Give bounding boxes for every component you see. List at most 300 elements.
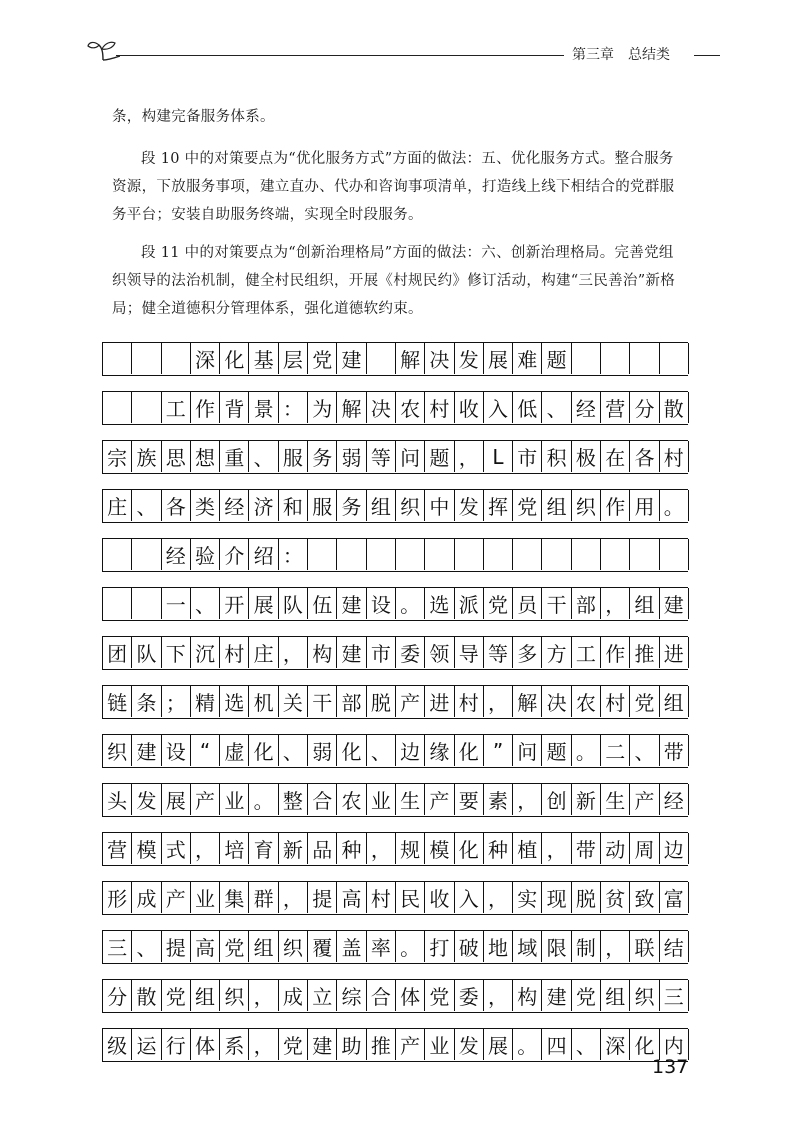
grid-cell: 织 (103, 735, 132, 766)
grid-cell: 形 (103, 882, 132, 913)
grid-cell: 问 (513, 735, 542, 766)
grid-cell: 和 (279, 490, 308, 521)
grid-cell: ” (484, 735, 513, 766)
grid-cell: 建 (337, 343, 366, 374)
grid-cell (484, 539, 513, 570)
grid-cell (572, 343, 601, 374)
grid-cell: 产 (425, 784, 454, 815)
grid-cell: 、 (132, 931, 161, 962)
grid-row (102, 342, 688, 376)
grid-cell: 、 (132, 490, 161, 521)
grid-cell: 重 (220, 441, 249, 472)
grid-cell: 动 (601, 833, 630, 864)
paragraph: 条，构建完备服务体系。 (112, 109, 275, 125)
grid-cell: 产 (162, 882, 191, 913)
grid-cell: 内 (660, 1029, 689, 1060)
grid-cell: 村 (425, 392, 454, 423)
grid-cell: 打 (425, 931, 454, 962)
grid-cell: 贫 (601, 882, 630, 913)
grid-cell (337, 539, 366, 570)
grid-cell (103, 343, 132, 374)
grid-cell: 导 (455, 637, 484, 668)
grid-cell: 生 (396, 784, 425, 815)
grid-cell: 体 (191, 1029, 220, 1060)
grid-cell: 新 (279, 833, 308, 864)
grid-cell: 。 (660, 490, 689, 521)
grid-cell: 头 (103, 784, 132, 815)
grid-cell: 带 (572, 833, 601, 864)
grid-cell: 展 (484, 1029, 513, 1060)
grid-cell: 致 (630, 882, 659, 913)
grid-cell: 集 (220, 882, 249, 913)
grid-cell: ， (542, 833, 571, 864)
grid-cell: 题 (542, 343, 571, 374)
paragraph: 段 10 中的对策要点为“优化服务方式”方面的做法：五、优化服务方式。整合服务资源，下放服务事项，建立直办、代办和咨询事项清单，打造线上线下相结合的党群服务平台；安装自助服务终端，实现全时段服务。 (112, 151, 675, 223)
grid-cell: 、 (279, 735, 308, 766)
grid-cell: 织 (220, 980, 249, 1011)
grid-cell: 等 (367, 441, 396, 472)
grid-cell: 干 (542, 588, 571, 619)
grid-cell (103, 392, 132, 423)
grid-cell: 行 (162, 1029, 191, 1060)
grid-cell: 域 (513, 931, 542, 962)
grid-cell: 业 (220, 784, 249, 815)
grid-cell: 化 (455, 833, 484, 864)
grid-cell: 村 (455, 686, 484, 717)
grid-cell: 农 (396, 392, 425, 423)
grid-cell: 村 (220, 637, 249, 668)
grid-cell: 脱 (367, 686, 396, 717)
grid-cell: 发 (455, 490, 484, 521)
grid-cell: 派 (455, 588, 484, 619)
grid-cell: 散 (132, 980, 161, 1011)
grid-cell: ， (601, 931, 630, 962)
grid-cell: 种 (484, 833, 513, 864)
grid-row (102, 587, 688, 621)
grid-cell: ， (367, 833, 396, 864)
grid-cell: 决 (542, 686, 571, 717)
grid-cell: 机 (249, 686, 278, 717)
grid-cell: 边 (660, 833, 689, 864)
grid-cell (103, 588, 132, 619)
grid-cell (660, 539, 689, 570)
grid-cell: 业 (425, 1029, 454, 1060)
grid-cell: 村 (367, 882, 396, 913)
grid-cell: 设 (162, 735, 191, 766)
grid-cell: 制 (572, 931, 601, 962)
grid-cell: 委 (396, 637, 425, 668)
grid-cell: 条 (132, 686, 161, 717)
grid-cell: ， (279, 882, 308, 913)
grid-cell: 介 (220, 539, 249, 570)
grid-cell: ： (279, 539, 308, 570)
header-rule-left (116, 55, 564, 56)
grid-cell: 景 (249, 392, 278, 423)
grid-cell: ， (601, 588, 630, 619)
grid-cell: 业 (367, 784, 396, 815)
grid-cell: 三 (103, 931, 132, 962)
grid-cell: 展 (249, 588, 278, 619)
grid-cell: 验 (191, 539, 220, 570)
grid-cell: 植 (513, 833, 542, 864)
grid-cell: 联 (630, 931, 659, 962)
grid-cell: 党 (220, 931, 249, 962)
grid-cell: 村 (660, 441, 689, 472)
grid-cell: 整 (279, 784, 308, 815)
grid-cell: 挥 (484, 490, 513, 521)
grid-cell: 方 (542, 637, 571, 668)
grid-cell: 基 (249, 343, 278, 374)
grid-cell: 各 (162, 490, 191, 521)
grid-cell (132, 588, 161, 619)
grid-cell: 党 (484, 588, 513, 619)
grid-cell: 解 (337, 392, 366, 423)
grid-cell: 发 (455, 1029, 484, 1060)
grid-cell: ， (191, 833, 220, 864)
grid-cell (572, 539, 601, 570)
grid-cell: 展 (484, 343, 513, 374)
grid-cell: 组 (367, 490, 396, 521)
grid-cell: 建 (337, 588, 366, 619)
grid-cell: 、 (630, 735, 659, 766)
grid-cell: ， (279, 637, 308, 668)
grid-cell: 工 (162, 392, 191, 423)
grid-cell: 系 (220, 1029, 249, 1060)
grid-row (102, 440, 688, 474)
grid-cell (132, 343, 161, 374)
grid-cell: 作 (191, 392, 220, 423)
paragraph: 段 11 中的对策要点为“创新治理格局”方面的做法：六、创新治理格局。完善党组织领导的法治机制，健全村民组织，开展《村规民约》修订活动，构建“三民善治”新格局；健全道德积分管理体系，强化道德软约束。 (112, 245, 676, 317)
grid-cell: 创 (542, 784, 571, 815)
grid-cell: 地 (484, 931, 513, 962)
grid-cell: 边 (396, 735, 425, 766)
grid-cell: 构 (513, 980, 542, 1011)
grid-cell: 想 (191, 441, 220, 472)
grid-cell: 。 (396, 931, 425, 962)
grid-cell: 规 (396, 833, 425, 864)
grid-cell: 运 (132, 1029, 161, 1060)
grid-cell: 覆 (308, 931, 337, 962)
grid-cell: 业 (191, 882, 220, 913)
grid-cell: 成 (132, 882, 161, 913)
grid-cell: 四 (542, 1029, 571, 1060)
grid-cell: 经 (220, 490, 249, 521)
grid-cell: 背 (220, 392, 249, 423)
grid-row (102, 979, 688, 1013)
grid-cell: 为 (308, 392, 337, 423)
grid-row (102, 832, 688, 866)
grid-cell: 生 (601, 784, 630, 815)
grid-cell: 化 (220, 343, 249, 374)
grid-cell: 脱 (572, 882, 601, 913)
grid-cell: 组 (249, 931, 278, 962)
grid-cell: 党 (425, 980, 454, 1011)
grid-cell: 作 (601, 637, 630, 668)
grid-cell: 进 (425, 686, 454, 717)
grid-cell: 体 (396, 980, 425, 1011)
grid-cell (513, 539, 542, 570)
page-number: 137 (652, 1056, 689, 1078)
grid-cell: 解 (396, 343, 425, 374)
grid-cell: 产 (396, 1029, 425, 1060)
grid-row (102, 734, 688, 768)
grid-cell: 党 (513, 490, 542, 521)
grid-cell: 党 (630, 686, 659, 717)
grid-cell (630, 539, 659, 570)
grid-cell: 素 (484, 784, 513, 815)
grid-cell: 、 (572, 1029, 601, 1060)
grid-cell: 收 (455, 392, 484, 423)
grid-row (102, 783, 688, 817)
running-header (80, 38, 720, 68)
grid-cell: 问 (396, 441, 425, 472)
grid-cell: 村 (601, 686, 630, 717)
grid-cell: ， (513, 784, 542, 815)
grid-cell: ： (279, 392, 308, 423)
grid-cell: 实 (513, 882, 542, 913)
grid-cell: ， (249, 1029, 278, 1060)
grid-cell: 织 (279, 931, 308, 962)
grid-cell: 、 (249, 441, 278, 472)
grid-cell: 化 (630, 1029, 659, 1060)
body-text-continuation (112, 103, 688, 131)
grid-cell: 新 (572, 784, 601, 815)
grid-cell: 极 (572, 441, 601, 472)
grid-cell: 带 (660, 735, 689, 766)
grid-cell (132, 392, 161, 423)
grid-cell: 提 (308, 882, 337, 913)
grid-cell: 等 (484, 637, 513, 668)
grid-cell: 民 (396, 882, 425, 913)
grid-cell: 三 (660, 980, 689, 1011)
grid-cell: 、 (191, 588, 220, 619)
grid-cell: 立 (308, 980, 337, 1011)
grid-cell: 精 (191, 686, 220, 717)
grid-cell: 织 (396, 490, 425, 521)
grid-cell: 组 (601, 980, 630, 1011)
grid-cell: 高 (337, 882, 366, 913)
grid-cell: 队 (279, 588, 308, 619)
grid-cell: 市 (367, 637, 396, 668)
grid-cell: 市 (513, 441, 542, 472)
grid-cell: 伍 (308, 588, 337, 619)
grid-cell: 设 (367, 588, 396, 619)
grid-cell: ， (455, 441, 484, 472)
grid-cell: 服 (279, 441, 308, 472)
sprout-icon (86, 38, 120, 62)
grid-cell: 农 (572, 686, 601, 717)
grid-cell (367, 343, 396, 374)
body-text-paragraph-11 (112, 239, 688, 323)
grid-cell: 培 (220, 833, 249, 864)
grid-cell: 经 (572, 392, 601, 423)
grid-cell: 经 (660, 784, 689, 815)
grid-cell: 农 (337, 784, 366, 815)
grid-cell: 散 (660, 392, 689, 423)
grid-cell (601, 539, 630, 570)
grid-cell: 经 (162, 539, 191, 570)
grid-cell: 务 (308, 441, 337, 472)
grid-cell: 庄 (249, 637, 278, 668)
grid-cell: 建 (337, 637, 366, 668)
grid-row (102, 538, 688, 572)
grid-cell: 选 (220, 686, 249, 717)
grid-cell: 综 (337, 980, 366, 1011)
grid-cell: 部 (337, 686, 366, 717)
grid-cell: 层 (279, 343, 308, 374)
grid-cell: 分 (630, 392, 659, 423)
grid-cell: 织 (630, 980, 659, 1011)
grid-row (102, 930, 688, 964)
grid-cell: 限 (542, 931, 571, 962)
grid-cell: 模 (425, 833, 454, 864)
grid-cell: 化 (455, 735, 484, 766)
grid-cell: 产 (396, 686, 425, 717)
grid-cell: 建 (308, 1029, 337, 1060)
grid-cell: 织 (572, 490, 601, 521)
grid-row (102, 489, 688, 523)
grid-cell: 类 (191, 490, 220, 521)
grid-cell: “ (191, 735, 220, 766)
grid-cell: 发 (455, 343, 484, 374)
header-rule-right (694, 55, 720, 56)
grid-cell: 服 (308, 490, 337, 521)
grid-cell: 种 (337, 833, 366, 864)
grid-cell: 一 (162, 588, 191, 619)
grid-cell: 下 (162, 637, 191, 668)
grid-cell: 式 (162, 833, 191, 864)
grid-cell: 族 (132, 441, 161, 472)
grid-cell (542, 539, 571, 570)
grid-cell: 建 (132, 735, 161, 766)
grid-cell: 。 (396, 588, 425, 619)
grid-cell: 各 (630, 441, 659, 472)
grid-cell: 虚 (220, 735, 249, 766)
grid-cell: 、 (542, 392, 571, 423)
grid-cell: 。 (513, 1029, 542, 1060)
grid-cell: 推 (367, 1029, 396, 1060)
grid-cell: 思 (162, 441, 191, 472)
grid-row (102, 1028, 688, 1062)
body-text-paragraph-10 (112, 145, 688, 229)
grid-cell: 难 (513, 343, 542, 374)
grid-cell: 党 (162, 980, 191, 1011)
grid-cell: 宗 (103, 441, 132, 472)
grid-cell: 部 (572, 588, 601, 619)
grid-cell: 党 (572, 980, 601, 1011)
grid-cell: 沉 (191, 637, 220, 668)
grid-cell: 富 (660, 882, 689, 913)
grid-cell: 链 (103, 686, 132, 717)
grid-cell: ， (484, 882, 513, 913)
grid-cell: 员 (513, 588, 542, 619)
grid-cell: 入 (484, 392, 513, 423)
grid-cell: 庄 (103, 490, 132, 521)
grid-cell (162, 343, 191, 374)
grid-cell: 盖 (337, 931, 366, 962)
grid-cell (132, 539, 161, 570)
grid-cell (425, 539, 454, 570)
grid-cell: 务 (337, 490, 366, 521)
grid-cell: 级 (103, 1029, 132, 1060)
grid-cell: 弱 (337, 441, 366, 472)
grid-cell: 多 (513, 637, 542, 668)
grid-cell: 绍 (249, 539, 278, 570)
grid-cell: 周 (630, 833, 659, 864)
grid-cell: 进 (660, 637, 689, 668)
grid-cell (103, 539, 132, 570)
grid-cell: 化 (337, 735, 366, 766)
grid-cell: 关 (279, 686, 308, 717)
grid-cell: 育 (249, 833, 278, 864)
grid-cell: 现 (542, 882, 571, 913)
grid-cell: 题 (542, 735, 571, 766)
grid-cell: 成 (279, 980, 308, 1011)
grid-cell: 缘 (425, 735, 454, 766)
grid-cell: 低 (513, 392, 542, 423)
grid-cell: 模 (132, 833, 161, 864)
grid-cell: 开 (220, 588, 249, 619)
grid-cell: ， (484, 686, 513, 717)
grid-cell: 高 (191, 931, 220, 962)
grid-cell: 中 (425, 490, 454, 521)
grid-cell: 组 (191, 980, 220, 1011)
grid-cell (308, 539, 337, 570)
grid-cell: 解 (513, 686, 542, 717)
grid-cell: 决 (425, 343, 454, 374)
grid-cell (396, 539, 425, 570)
grid-cell: 展 (162, 784, 191, 815)
grid-cell: 二 (601, 735, 630, 766)
grid-cell: 在 (601, 441, 630, 472)
grid-cell: 建 (542, 980, 571, 1011)
grid-cell: 推 (630, 637, 659, 668)
grid-cell: 收 (425, 882, 454, 913)
grid-row (102, 636, 688, 670)
grid-cell: 团 (103, 637, 132, 668)
grid-cell: 济 (249, 490, 278, 521)
grid-cell: 干 (308, 686, 337, 717)
grid-cell: 分 (103, 980, 132, 1011)
grid-cell: 选 (425, 588, 454, 619)
grid-cell: 提 (162, 931, 191, 962)
grid-cell: 结 (660, 931, 689, 962)
grid-cell: 发 (132, 784, 161, 815)
grid-cell: 。 (572, 735, 601, 766)
grid-cell: 弱 (308, 735, 337, 766)
grid-cell: ， (484, 980, 513, 1011)
grid-cell: 积 (542, 441, 571, 472)
grid-cell: 营 (103, 833, 132, 864)
grid-cell: 群 (249, 882, 278, 913)
grid-cell: 要 (455, 784, 484, 815)
grid-cell: 破 (455, 931, 484, 962)
grid-cell: 队 (132, 637, 161, 668)
chapter-title: 第三章 总结类 (572, 47, 670, 63)
grid-cell: 工 (572, 637, 601, 668)
grid-cell: 党 (308, 343, 337, 374)
grid-cell: 、 (367, 735, 396, 766)
grid-cell: 率 (367, 931, 396, 962)
grid-cell: 产 (630, 784, 659, 815)
grid-cell: 深 (601, 1029, 630, 1060)
grid-cell: 合 (308, 784, 337, 815)
grid-cell: 深 (191, 343, 220, 374)
grid-row (102, 881, 688, 915)
grid-cell: 用 (630, 490, 659, 521)
grid-cell (455, 539, 484, 570)
grid-cell: 作 (601, 490, 630, 521)
